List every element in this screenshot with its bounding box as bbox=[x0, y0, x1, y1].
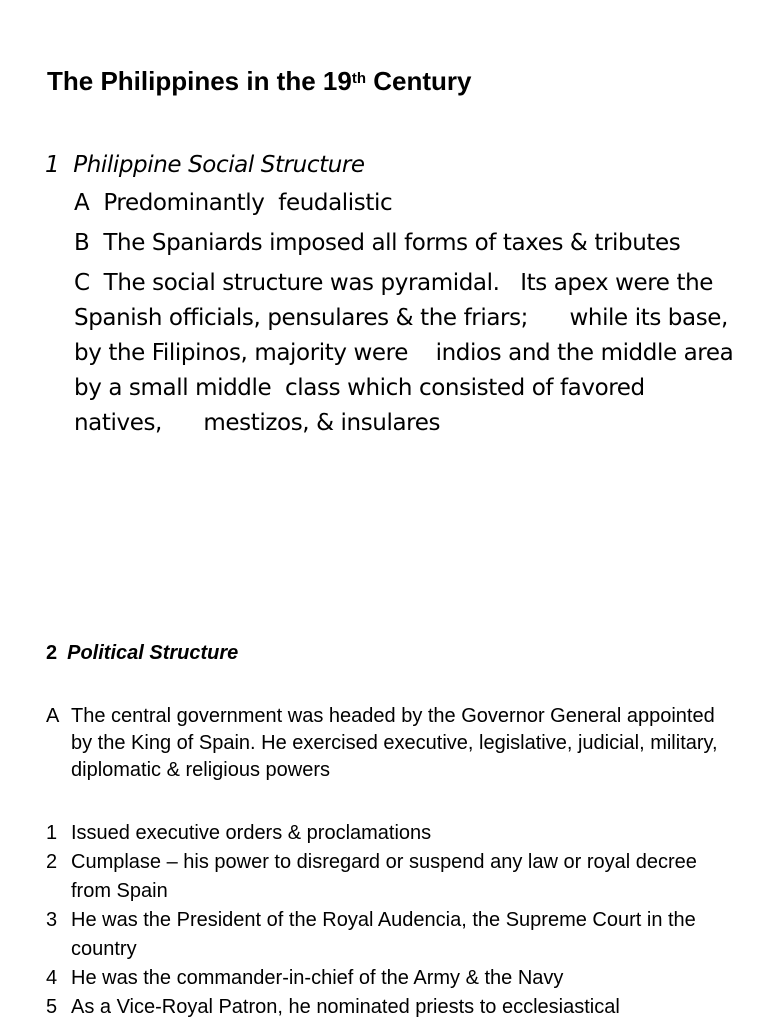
section-1-number: 1 bbox=[45, 152, 60, 178]
social-item-c-text: The social structure was pyramidal. Its apex were the Spanish officials, pensulares & the friars; while its base, by the Filipinos, majority were indios and the middle area by a small middle class which consisted of favored natives, mestizos, & insulares bbox=[74, 270, 741, 436]
list-item-number: 4 bbox=[46, 967, 58, 989]
governor-powers-list bbox=[46, 819, 736, 1022]
section-social-structure bbox=[45, 148, 741, 441]
social-item-a bbox=[74, 186, 735, 221]
social-item-c-label: C bbox=[74, 270, 90, 296]
section-1-heading bbox=[45, 148, 735, 183]
section-1-title: Philippine Social Structure bbox=[73, 152, 365, 178]
list-item-text: Issued executive orders & proclamations bbox=[71, 822, 432, 844]
list-item-text: He was the President of the Royal Audencia, the Supreme Court in the country bbox=[71, 909, 696, 960]
title-main: The Philippines in the 19 bbox=[47, 66, 352, 96]
section-2-number: 2 bbox=[46, 642, 58, 664]
section-2-title: Political Structure bbox=[67, 642, 239, 664]
list-item bbox=[46, 819, 736, 848]
list-item-number: 1 bbox=[46, 822, 58, 844]
social-item-b-label: B bbox=[74, 230, 90, 256]
political-item-a bbox=[46, 703, 736, 784]
list-item-text: Cumplase – his power to disregard or suspend any law or royal decree from Spain bbox=[71, 851, 697, 902]
social-item-b bbox=[74, 226, 735, 261]
social-item-b-text: The Spaniards imposed all forms of taxes & tributes bbox=[103, 230, 681, 256]
list-item bbox=[46, 964, 736, 993]
list-item-text: He was the commander-in-chief of the Army & the Navy bbox=[71, 967, 564, 989]
list-item-number: 2 bbox=[46, 851, 58, 873]
list-item-number: 3 bbox=[46, 909, 58, 931]
list-item bbox=[46, 993, 736, 1022]
list-item-number: 5 bbox=[46, 996, 58, 1018]
page-title bbox=[47, 63, 471, 99]
social-item-c bbox=[74, 266, 741, 441]
section-2-heading bbox=[46, 640, 238, 666]
political-item-a-label: A bbox=[46, 705, 60, 727]
social-item-a-label: A bbox=[74, 190, 90, 216]
list-item bbox=[46, 906, 736, 964]
social-item-a-text: Predominantly feudalistic bbox=[103, 190, 393, 216]
list-item bbox=[46, 848, 736, 906]
list-item-text: As a Vice-Royal Patron, he nominated priests to ecclesiastical bbox=[71, 996, 620, 1018]
title-rest: Century bbox=[366, 66, 472, 96]
title-superscript: th bbox=[351, 70, 366, 87]
political-item-a-text: The central government was headed by the Governor General appointed by the King of Spain. He exercised executive, legislative, judicial, military, diplomatic & religious powers bbox=[71, 705, 718, 781]
